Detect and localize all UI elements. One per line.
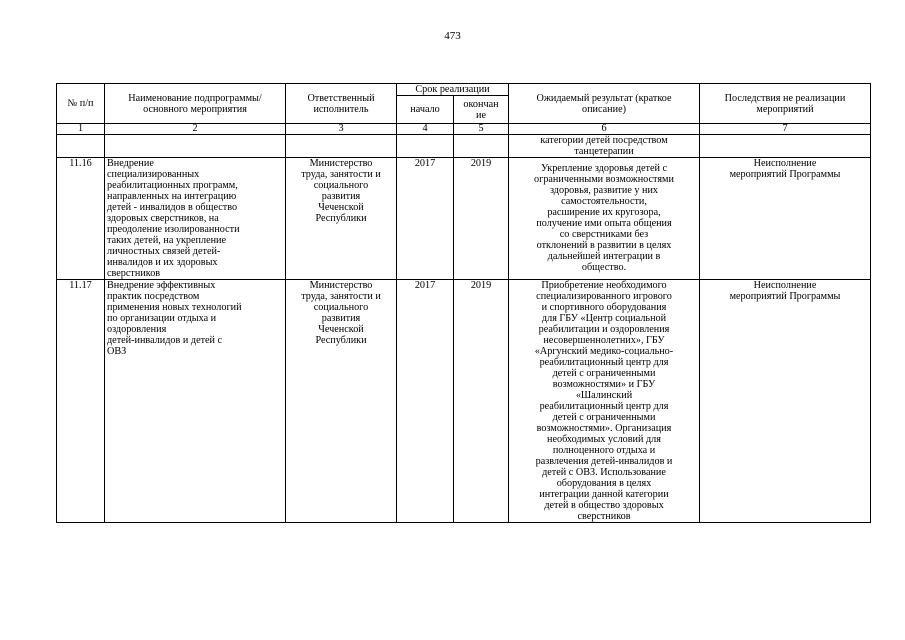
- row-result: Приобретение необходимого специализированного игрового и спортивного оборудования для ГБУ «Центр социальной реабилитации и оздоровления несовершеннолетних», ГБУ «Аргунский медико-социально- реабилитационный центр для детей с ограниченными возможностями» и ГБУ «Шалинский реабилитационный центр для детей с ограниченными возможностями». Организация необходимых условий для полноценного отдыха и развлечения детей-инвалидов и детей с ОВЗ. Использование оборудования в целях интеграции данной категории детей в общество здоровых сверстников: [509, 280, 700, 523]
- row-start: 2017: [397, 158, 454, 280]
- column-number: 7: [700, 124, 871, 135]
- header-result: Ожидаемый результат (краткое описание): [509, 84, 700, 124]
- program-table: [56, 83, 871, 523]
- continuation-row: [57, 135, 871, 158]
- row-consequence: Неисполнение мероприятий Программы: [700, 158, 871, 280]
- header-end: окончан ие: [454, 96, 509, 124]
- header-row-1: [57, 84, 871, 96]
- column-number-row: [57, 124, 871, 135]
- row-name: Внедрение эффективных практик посредством применения новых технологий по организации отдыха и оздоровления детей-инвалидов и детей с ОВЗ: [105, 280, 286, 523]
- table-row: [57, 158, 871, 280]
- row-end: 2019: [454, 280, 509, 523]
- continuation-result: категории детей посредством танцетерапии: [509, 135, 700, 158]
- row-number: 11.17: [57, 280, 105, 523]
- header-name: Наименование подпрограммы/ основного мероприятия: [105, 84, 286, 124]
- header-number: № п/п: [57, 84, 105, 124]
- header-period: Срок реализации: [397, 84, 509, 96]
- row-consequence: Неисполнение мероприятий Программы: [700, 280, 871, 523]
- column-number: 4: [397, 124, 454, 135]
- column-number: 3: [286, 124, 397, 135]
- row-result: Укрепление здоровья детей с ограниченными возможностями здоровья, развитие у них самостоятельности, расширение их кругозора, получение ими опыта общения со сверстниками без отклонений в развитии в целях дальнейшей интеграции в общество.: [509, 158, 700, 280]
- column-number: 5: [454, 124, 509, 135]
- page-number: 473: [444, 30, 461, 42]
- column-number: 1: [57, 124, 105, 135]
- column-number: 6: [509, 124, 700, 135]
- column-number: 2: [105, 124, 286, 135]
- row-end: 2019: [454, 158, 509, 280]
- row-start: 2017: [397, 280, 454, 523]
- table-row: [57, 280, 871, 523]
- header-start: начало: [397, 96, 454, 124]
- header-executor: Ответственный исполнитель: [286, 84, 397, 124]
- row-executor: Министерство труда, занятости и социального развития Чеченской Республики: [286, 158, 397, 280]
- row-number: 11.16: [57, 158, 105, 280]
- row-name: Внедрение специализированных реабилитационных программ, направленных на интеграцию детей - инвалидов в общество здоровых сверстников, на преодоление изолированности таких детей, на укрепление личностных связей детей- инвалидов и их здоровых сверстников: [105, 158, 286, 280]
- header-consequence: Последствия не реализации мероприятий: [700, 84, 871, 124]
- row-executor: Министерство труда, занятости и социального развития Чеченской Республики: [286, 280, 397, 523]
